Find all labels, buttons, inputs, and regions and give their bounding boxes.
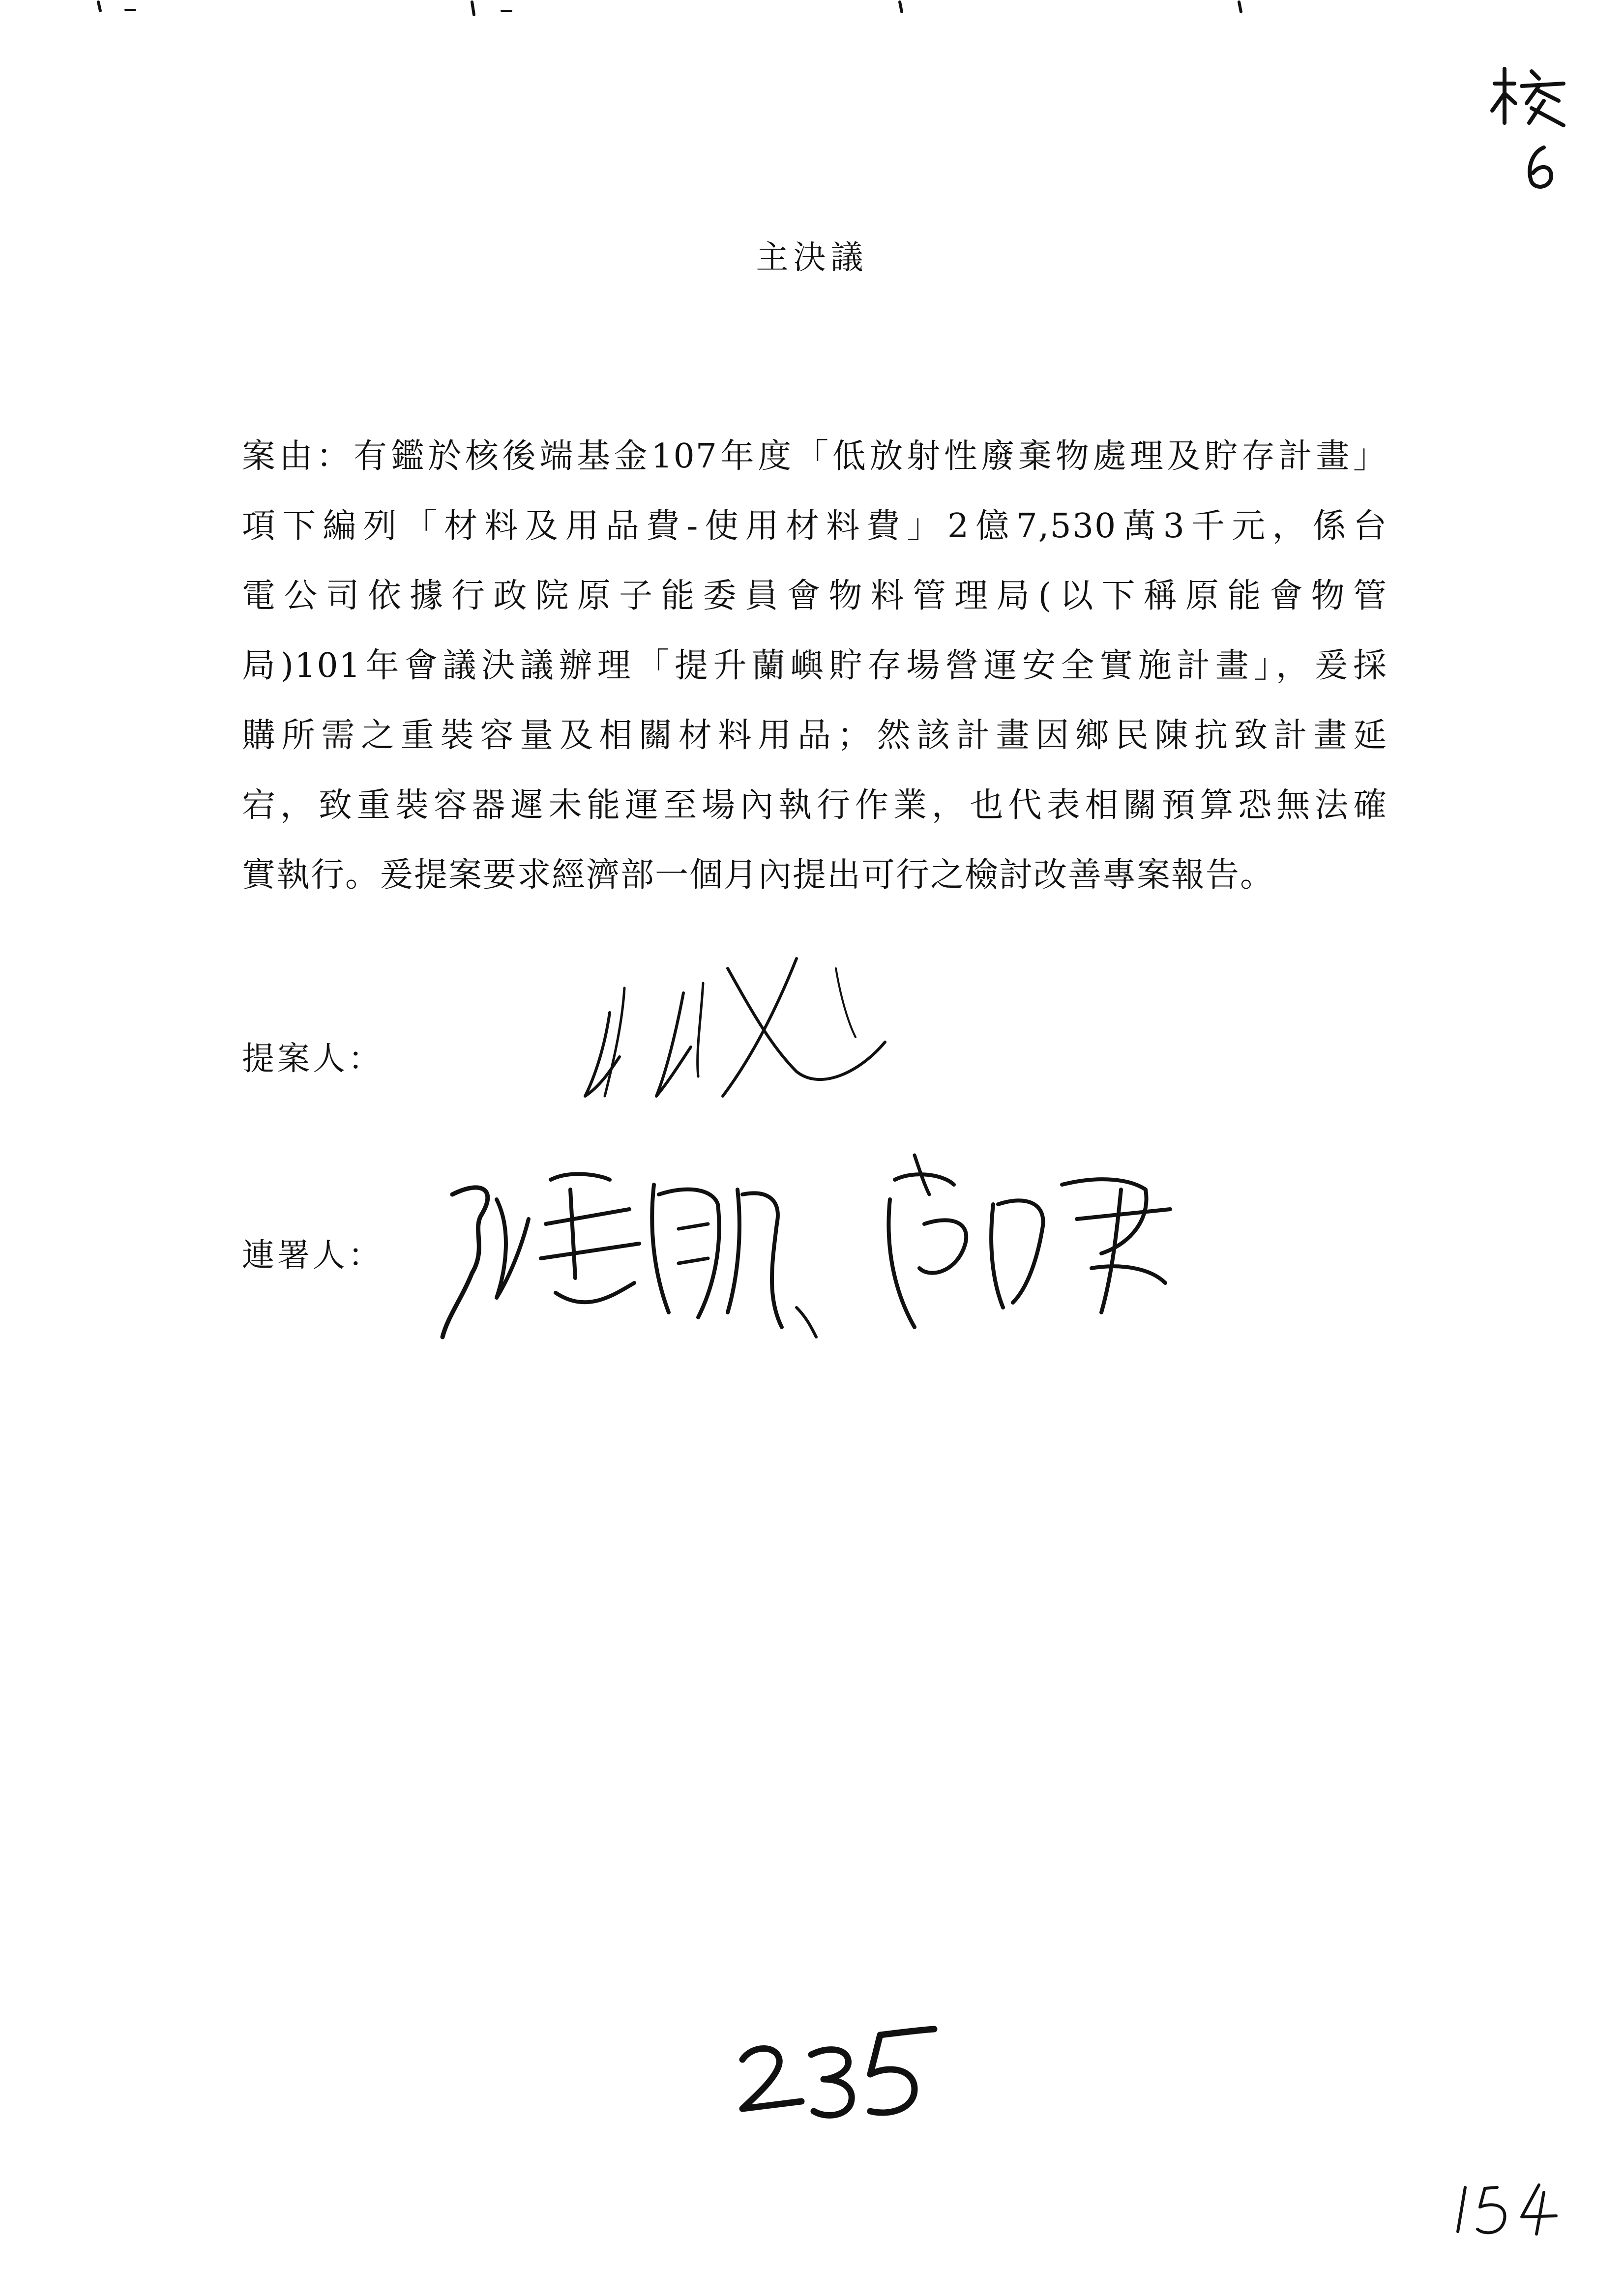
resolution-paragraph [242,422,1388,910]
cosigner-signatures [423,1150,1229,1366]
handwritten-page-stamp [733,2005,939,2123]
paragraph-line: 購所需之重裝容量及相關材料用品；然該計畫因鄉民陳抗致計畫延 [242,716,1388,755]
handwritten-page-number [1450,2173,1568,2241]
document-title: 主決議 [756,238,868,276]
cosigner-signature-1 [443,1174,816,1337]
proposer-label: 提案人： [242,1040,384,1077]
paragraph-line: 案由：有鑑於核後端基金107年度「低放射性廢棄物處理及貯存計畫」 [242,437,1388,476]
paragraph-line: 宕，致重裝容器遲未能運至場內執行作業，也代表相關預算恐無法確 [242,786,1388,825]
proposer-signature [565,949,959,1155]
paragraph-line: 電公司依據行政院原子能委員會物料管理局(以下稱原能會物管 [242,577,1388,615]
paragraph-line: 局)101年會議決議辦理「提升蘭嶼貯存場營運安全實施計畫」，爰採 [242,646,1388,685]
cosigner-signature-2 [888,1155,1170,1327]
paragraph-line: 實執行。爰提案要求經濟部一個月內提出可行之檢討改善專案報告。 [242,856,1275,895]
scan-edge-marks [0,0,1624,20]
cosigner-label: 連署人： [242,1236,384,1274]
handwritten-corner-mark [1485,64,1573,192]
paragraph-line: 項下編列「材料及用品費-使用材料費」2億7,530萬3千元，係台 [242,507,1388,546]
